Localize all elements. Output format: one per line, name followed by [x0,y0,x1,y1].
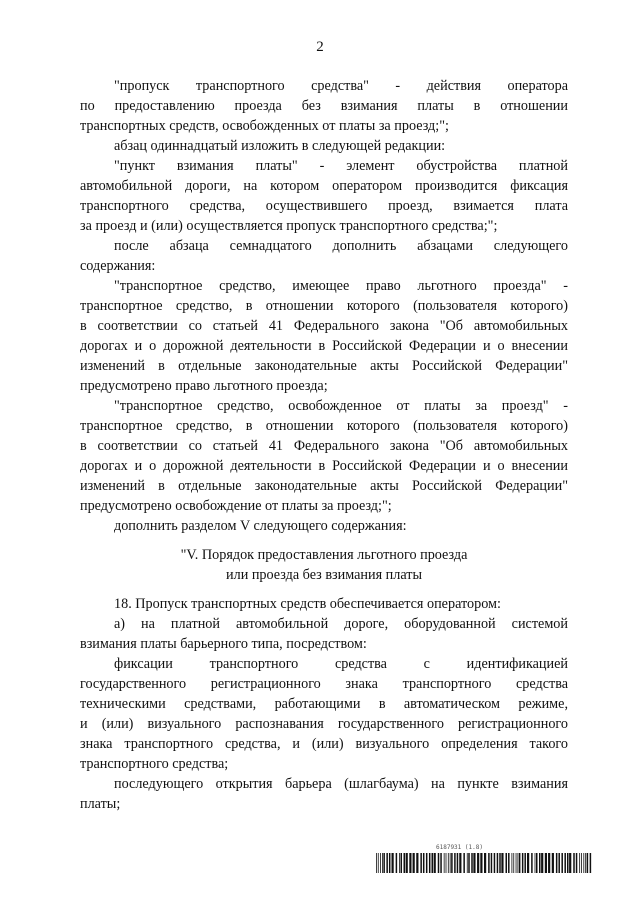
text-line: транспортное средство, в отношении которого (пользователя которого) [80,418,568,434]
text-line: последующего открытия барьера (шлагбаума) на пункте взимания [114,776,568,792]
text-line: "транспортное средство, имеющее право льготного проезда" - [114,278,568,294]
text-line: в соответствии со статьей 41 Федерального закона "Об автомобильных [80,438,568,454]
text-line: знака транспортного средства, и (или) визуального определения такого [80,736,568,752]
document-code: 6187931 (1.8) [436,844,483,851]
page-number: 2 [316,39,324,55]
text-line: за проезд и (или) осуществляется пропуск транспортного средства;"; [80,218,498,234]
text-line: транспортного средства; [80,756,229,772]
text-line: предусмотрено право льготного проезда; [80,378,328,394]
barcode [376,853,592,873]
text-line: "транспортное средство, освобожденное от платы за проезд" - [114,398,568,414]
text-line: содержания: [80,258,156,274]
text-line: в соответствии со статьей 41 Федерального закона "Об автомобильных [80,318,568,334]
text-line: государственного регистрационного знака транспортного средства [80,676,568,692]
text-line: и (или) визуального распознавания государственного регистрационного [80,716,568,732]
text-line: предусмотрено освобождение от платы за проезд;"; [80,498,392,514]
text-line: по предоставлению проезда без взимания платы в отношении [80,98,568,114]
text-line: "пропуск транспортного средства" - действия оператора [114,78,568,94]
text-line: взимания платы барьерного типа, посредством: [80,636,367,652]
text-line: транспортное средство, в отношении которого (пользователя которого) [80,298,568,314]
text-line: дорогах и о дорожной деятельности в Российской Федерации и о внесении [80,338,568,354]
text-line: "пункт взимания платы" - элемент обустройства платной [114,158,568,174]
text-line: фиксации транспортного средства с идентификацией [114,656,568,672]
text-line: автомобильной дороги, на котором оператором производится фиксация [80,178,568,194]
text-line: транспортных средств, освобожденных от платы за проезд;"; [80,118,449,134]
document-body [80,76,568,814]
text-line: техническими средствами, работающими в автоматическом режиме, [80,696,568,712]
text-line: дорогах и о дорожной деятельности в Российской Федерации и о внесении [80,458,568,474]
text-line: "V. Порядок предоставления льготного проезда [180,547,468,563]
text-line: изменений в отдельные законодательные акты Российской Федерации" [80,358,568,374]
text-line: абзац одиннадцатый изложить в следующей редакции: [114,138,446,154]
text-line: а) на платной автомобильной дороге, оборудованной системой [114,616,568,632]
text-line: 18. Пропуск транспортных средств обеспечивается оператором: [114,596,501,612]
text-line: или проезда без взимания платы [226,567,422,583]
text-line: после абзаца семнадцатого дополнить абзацами следующего [114,238,568,254]
text-line: транспортного средства, осуществившего проезд, взимается плата [80,198,568,214]
text-line: платы; [80,796,121,812]
text-line: дополнить разделом V следующего содержания: [114,518,407,534]
text-line: изменений в отдельные законодательные акты Российской Федерации" [80,478,568,494]
